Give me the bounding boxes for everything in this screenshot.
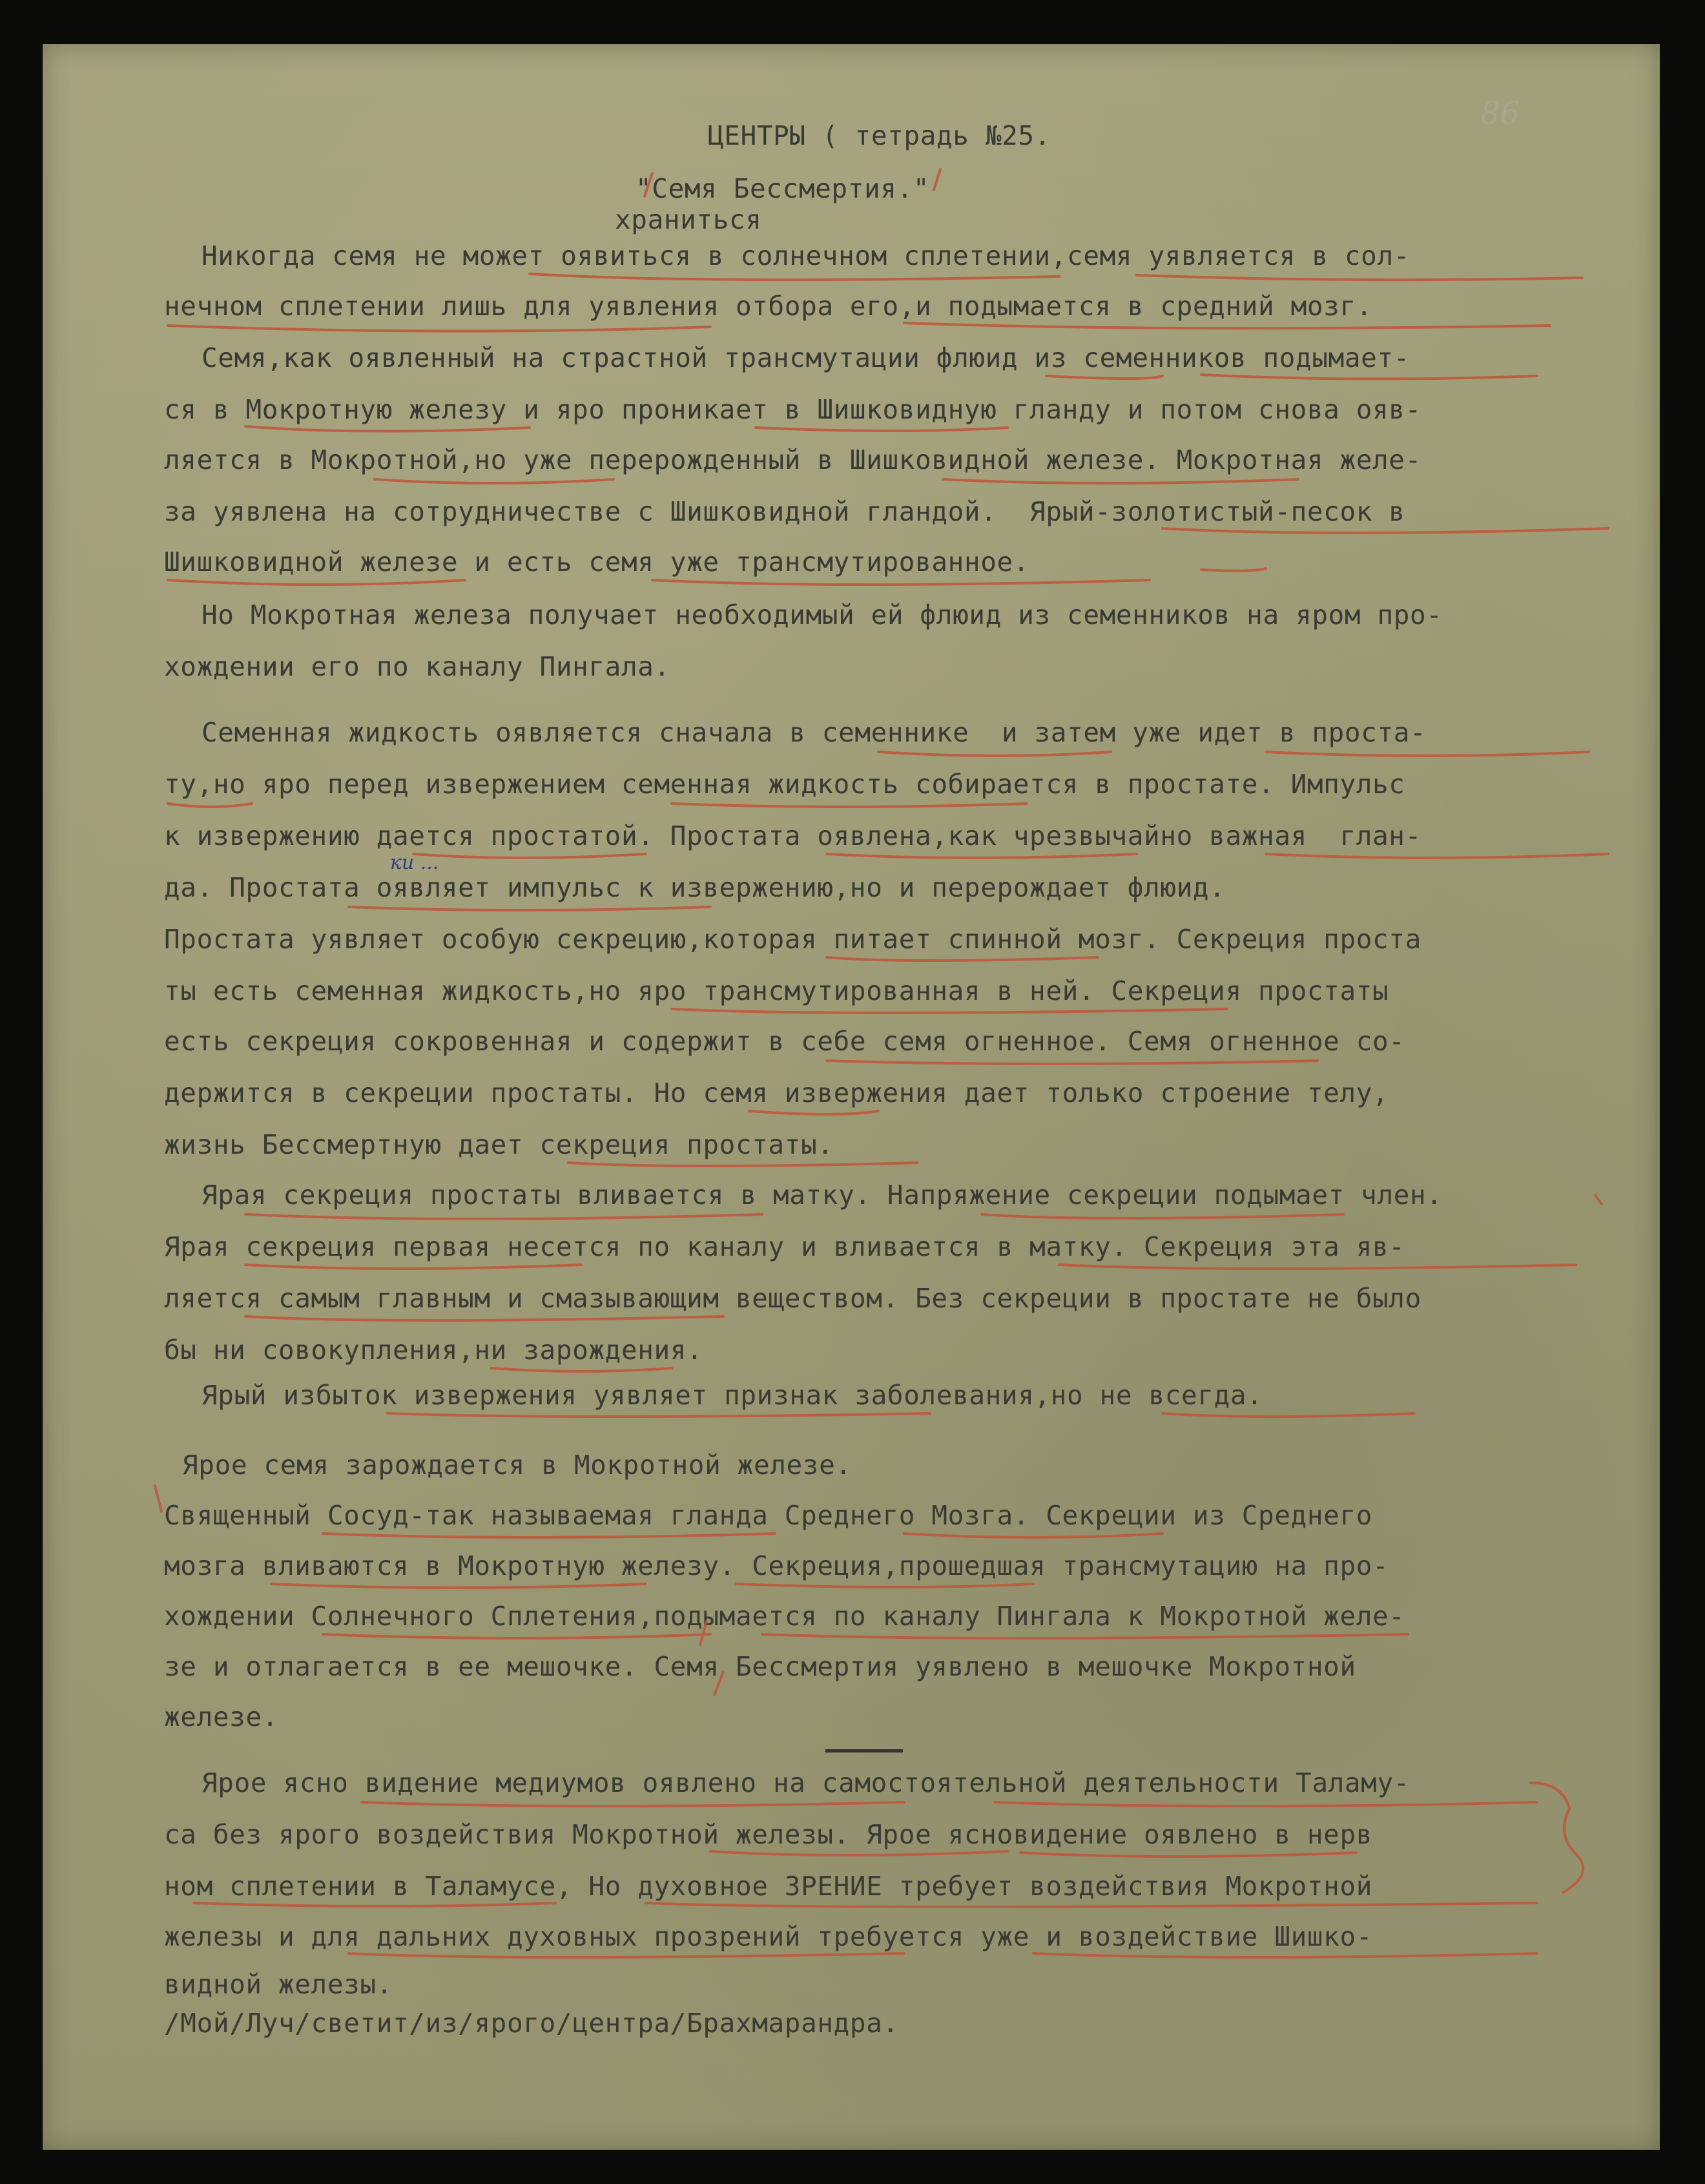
document-subtitle: "Семя Бессмертия." — [636, 173, 930, 204]
text-line: Но Мокротная железа получает необходимый ей флюид из семенников на яром про- — [202, 599, 1443, 630]
handwritten-insert: ки ... — [390, 851, 439, 874]
text-line: да. Простата оявляет импульс к извержению,но и перерождает флюид. — [164, 872, 1226, 903]
text-line: ляется самым главным и смазывающим веществом. Без секреции в простате не было — [164, 1283, 1421, 1314]
text-line: зе и отлагается в ее мешочке. Семя Бессмертия уявлено в мешочке Мокротной — [164, 1651, 1356, 1682]
text-line: держится в секреции простаты. Но семя извержения дает только строение телу, — [164, 1077, 1389, 1108]
text-line: ляется в Мокротной,но уже перерожденный в Шишковидной железе. Мокротная желе- — [164, 444, 1421, 475]
text-line: Ярая секреция простаты вливается в матку. Напряжение секреции подымает член. — [202, 1180, 1443, 1211]
section-divider — [825, 1749, 903, 1752]
text-line: мозга вливаются в Мокротную железу. Секреция,прошедшая трансмутацию на про- — [164, 1550, 1389, 1581]
text-line: са без ярого воздействия Мокротной железы. Ярое ясновидение оявлено в нерв — [164, 1819, 1373, 1850]
text-line: за уявлена на сотрудничестве с Шишковидной гландой. Ярый-золотистый-песок в — [164, 496, 1405, 527]
text-line: Семя,как оявленный на страстной трансмутации флюид из семенников подымает- — [202, 342, 1410, 373]
text-line: жизнь Бессмертную дает секреция простаты. — [164, 1129, 834, 1160]
text-line: Ярая секреция первая несется по каналу и вливается в матку. Секреция эта яв- — [164, 1231, 1405, 1262]
text-line: Простата уявляет особую секрецию,которая питает спинной мозг. Секреция проста — [164, 924, 1421, 955]
text-line: есть секреция сокровенная и содержит в себе семя огненное. Семя огненное со- — [164, 1026, 1405, 1057]
text-line: Ярое ясно видение медиумов оявлено на самостоятельной деятельности Таламу- — [202, 1767, 1410, 1798]
text-line: к извержению дается простатой. Простата оявлена,как чрезвычайно важная глан- — [164, 820, 1421, 851]
text-line: Ярое семя зарождается в Мокротной железе. — [182, 1450, 852, 1481]
text-line: хождении его по каналу Пингала. — [164, 651, 670, 682]
text-line: бы ни совокупления,ни зарождения. — [164, 1335, 703, 1366]
text-line: хождении Солнечного Сплетения,подымается по каналу Пингала к Мокротной желе- — [164, 1601, 1405, 1632]
insertion-note: храниться — [615, 204, 762, 235]
text-line: железе. — [164, 1701, 278, 1732]
text-line: Ярый избыток извержения уявляет признак заболевания,но не всегда. — [202, 1380, 1263, 1411]
text-line: Шишковидной железе и есть семя уже трансмутированное. — [164, 546, 1030, 577]
text-line: ты есть семенная жидкость,но яро трансмутированная в ней. Секреция простаты — [164, 975, 1389, 1006]
document-header: ЦЕНТРЫ ( тетрадь №25. — [708, 120, 1051, 151]
text-line: Никогда семя не может оявиться в солнечном сплетении,семя уявляется в сол- — [202, 240, 1410, 271]
text-line: нечном сплетении лишь для уявления отбора его,и подымается в средний мозг. — [164, 291, 1373, 322]
text-line: Священный Сосуд-так называемая гланда Среднего Мозга. Секреции из Среднего — [164, 1500, 1373, 1531]
text-line: /Мой/Луч/светит/из/ярого/центра/Брахмарандра. — [164, 2008, 899, 2039]
text-line: ту,но яро перед извержением семенная жидкость собирается в простате. Импульс — [164, 769, 1405, 800]
text-line: ном сплетении в Таламусе, Но духовное ЗРЕНИЕ требует воздействия Мокротной — [164, 1871, 1373, 1902]
text-line: Семенная жидкость оявляется сначала в семеннике и затем уже идет в проста- — [202, 717, 1427, 748]
text-line: ся в Мокротную железу и яро проникает в Шишковидную гланду и потом снова ояв- — [164, 394, 1421, 425]
page-number: 86 — [1480, 96, 1520, 132]
text-line: железы и для дальних духовных прозрений требуется уже и воздействие Шишко- — [164, 1921, 1373, 1952]
text-line: видной железы. — [164, 1969, 393, 2000]
